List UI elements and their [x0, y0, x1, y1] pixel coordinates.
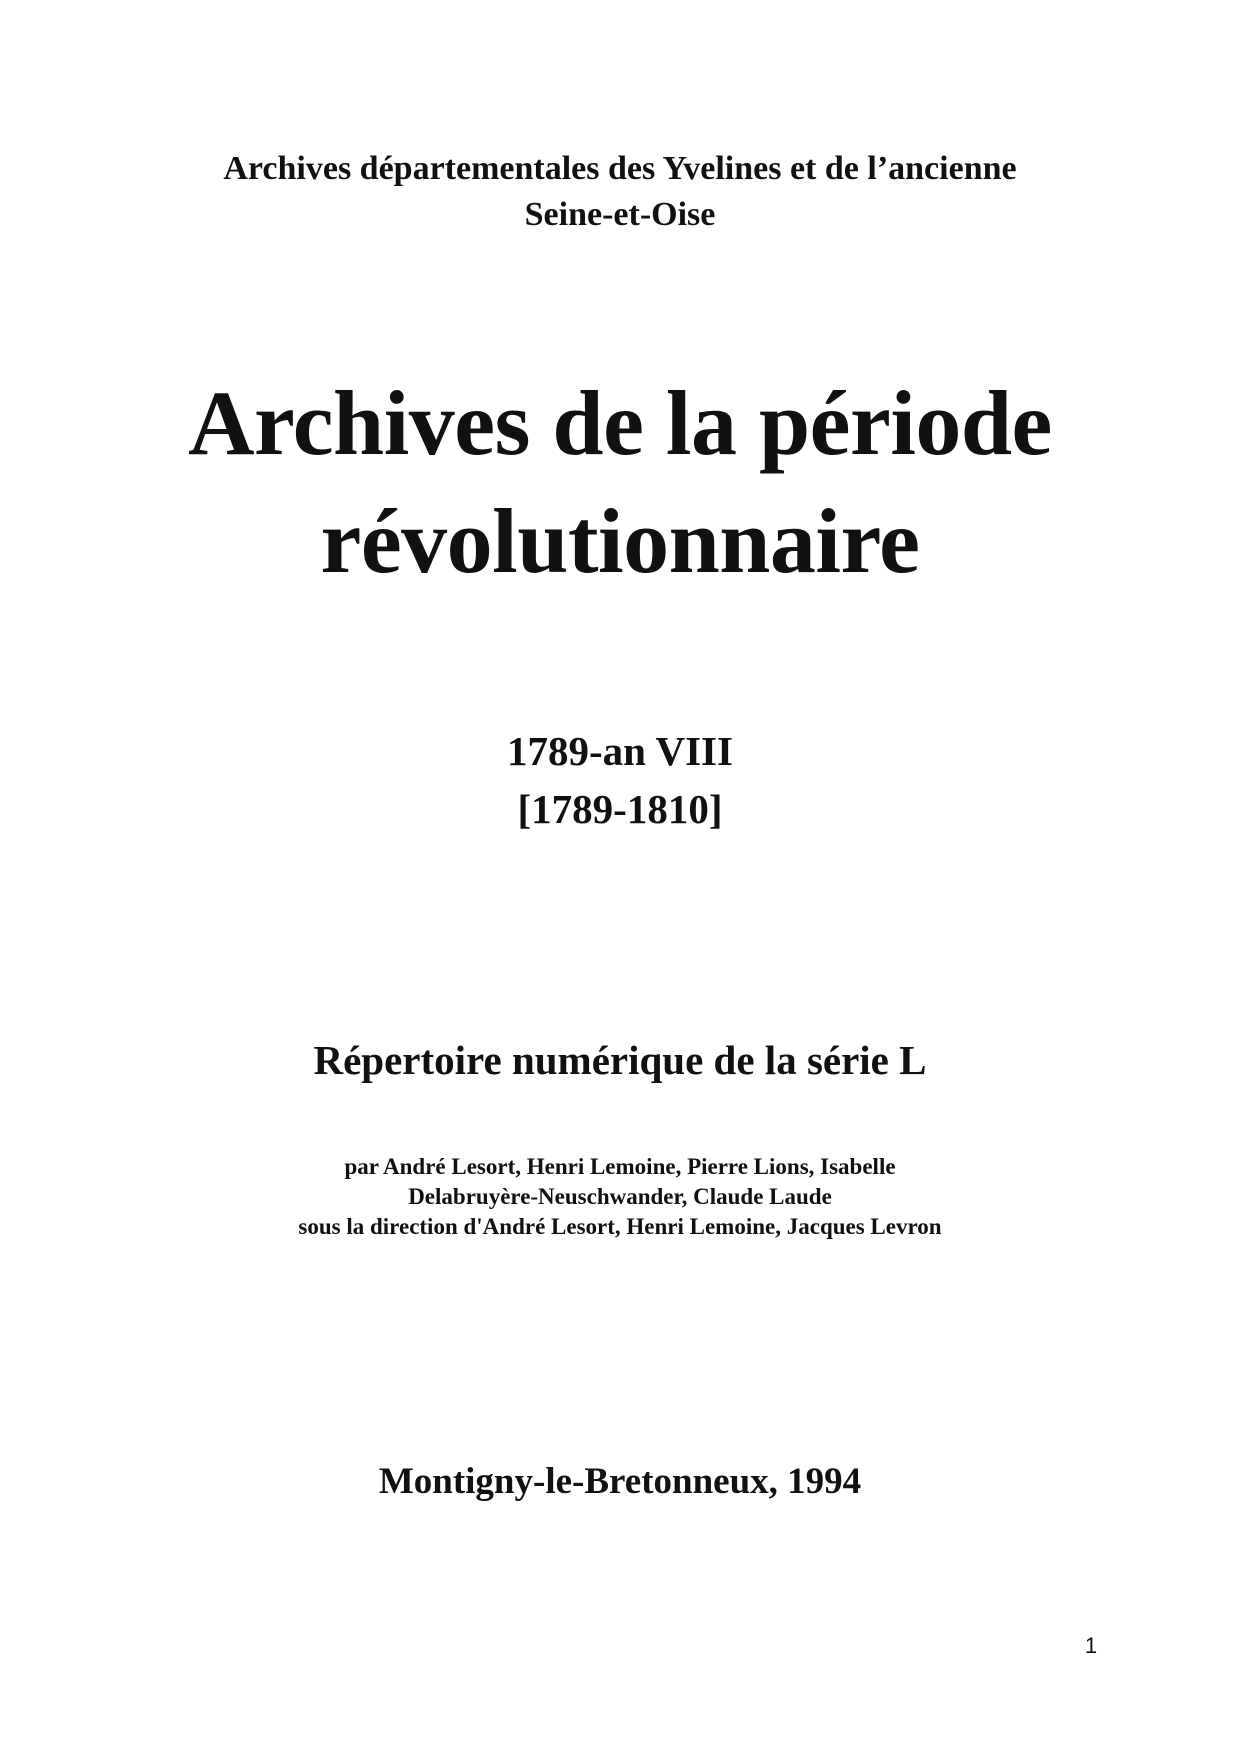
main-title-line-1: Archives de la période — [188, 372, 1052, 474]
main-title-line-2: révolutionnaire — [320, 490, 920, 592]
authors-line-1: par André Lesort, Henri Lemoine, Pierre Lions, Isabelle — [344, 1154, 896, 1179]
main-title — [0, 364, 1240, 600]
authors-credit — [0, 1152, 1240, 1242]
page-number: 1 — [1084, 1633, 1098, 1658]
place-and-year: Montigny-le-Bretonneux, 1994 — [378, 1461, 862, 1502]
date-range-line-2: [1789-1810] — [517, 786, 723, 832]
authors-line-2: Delabruyère-Neuschwander, Claude Laude — [408, 1184, 832, 1209]
authors-line-3: sous la direction d'André Lesort, Henri Lemoine, Jacques Levron — [298, 1214, 942, 1239]
institution-line-1: Archives départementales des Yvelines et de l’ancienne — [223, 150, 1017, 187]
subtitle: Répertoire numérique de la série L — [313, 1037, 927, 1083]
institution-heading — [0, 146, 1240, 238]
date-range — [0, 722, 1240, 838]
institution-line-2: Seine-et-Oise — [524, 196, 716, 233]
date-range-line-1: 1789-an VIII — [507, 728, 733, 774]
